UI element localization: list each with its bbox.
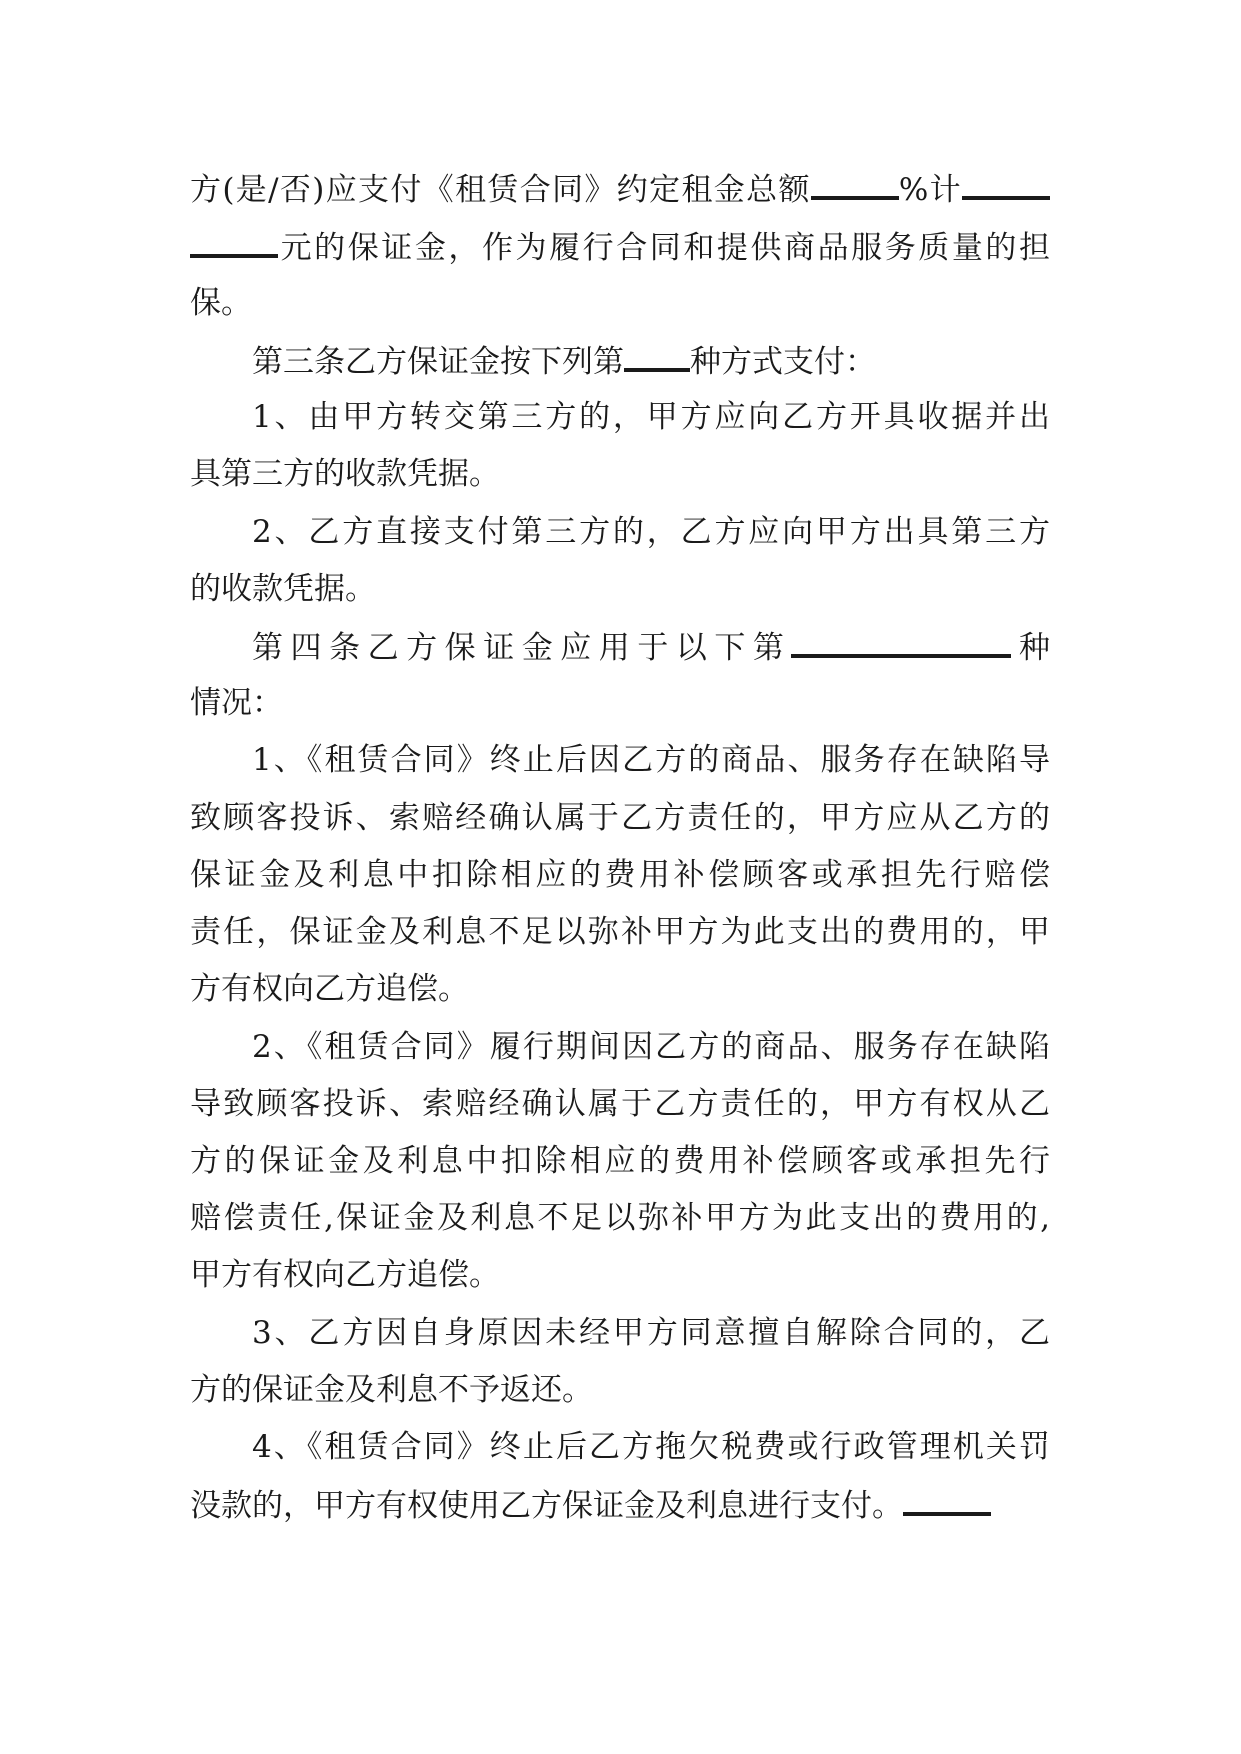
text-run: 甲方有权向乙方追偿。 <box>190 1257 500 1293</box>
fill-in-blank[interactable] <box>903 1484 991 1516</box>
fill-in-blank[interactable] <box>811 168 899 200</box>
text-line <box>190 454 1050 494</box>
text-line <box>252 340 1050 380</box>
text-line <box>190 168 1050 208</box>
text-run: %计 <box>898 172 962 208</box>
text-line <box>190 683 1050 723</box>
text-run: 第四条乙方保证金应用于以下第 <box>252 630 792 666</box>
text-run: 种方式支付： <box>690 344 876 380</box>
text-run: 方(是/否)应支付《租赁合同》约定租金总额 <box>190 172 811 208</box>
fill-in-blank[interactable] <box>791 626 1011 658</box>
text-run: 4、《租赁合同》终止后乙方拖欠税费或行政管理机关罚 <box>252 1429 1050 1465</box>
text-run: 3、乙方因自身原因未经甲方同意擅自解除合同的，乙 <box>252 1315 1050 1351</box>
text-run: 方的保证金及利息中扣除相应的费用补偿顾客或承担先行 <box>190 1143 1050 1179</box>
fill-in-blank[interactable] <box>962 168 1050 200</box>
text-run: 没款的，甲方有权使用乙方保证金及利息进行支付。 <box>190 1488 903 1524</box>
text-line <box>190 798 1050 838</box>
text-line <box>252 740 1050 780</box>
text-run: 方有权向乙方追偿。 <box>190 971 469 1007</box>
text-run: 致顾客投诉、索赔经确认属于乙方责任的，甲方应从乙方的 <box>190 800 1050 836</box>
fill-in-blank[interactable] <box>190 226 278 258</box>
text-run: 种 <box>1011 630 1050 666</box>
text-run: 责任，保证金及利息不足以弥补甲方为此支出的费用的，甲 <box>190 914 1050 950</box>
text-run: 方的保证金及利息不予返还。 <box>190 1372 593 1408</box>
text-line <box>252 1313 1050 1353</box>
text-run: 第三条乙方保证金按下列第 <box>252 344 624 380</box>
text-run: 2、乙方直接支付第三方的，乙方应向甲方出具第三方 <box>252 514 1050 550</box>
text-line <box>190 855 1050 895</box>
text-line <box>190 969 1050 1009</box>
text-line <box>190 1370 1050 1410</box>
text-run: 赔偿责任,保证金及利息不足以弥补甲方为此支出的费用的, <box>190 1200 1050 1236</box>
text-run: 导致顾客投诉、索赔经确认属于乙方责任的，甲方有权从乙 <box>190 1086 1050 1122</box>
text-run: 元的保证金，作为履行合同和提供商品服务质量的担 <box>278 230 1050 266</box>
text-line <box>190 569 1050 609</box>
text-line <box>190 1484 1050 1524</box>
text-line <box>252 397 1050 437</box>
text-run: 保。 <box>190 285 252 321</box>
text-line <box>252 512 1050 552</box>
text-line <box>190 283 1050 323</box>
text-run: 情况： <box>190 685 283 721</box>
text-line <box>252 1027 1050 1067</box>
text-run: 具第三方的收款凭据。 <box>190 456 500 492</box>
text-line <box>190 912 1050 952</box>
text-run: 2、《租赁合同》履行期间因乙方的商品、服务存在缺陷 <box>252 1029 1050 1065</box>
text-run: 1、《租赁合同》终止后因乙方的商品、服务存在缺陷导 <box>252 742 1050 778</box>
text-line <box>190 1255 1050 1295</box>
text-line <box>252 626 1050 666</box>
fill-in-blank[interactable] <box>624 340 690 372</box>
text-line <box>190 1084 1050 1124</box>
text-run: 的收款凭据。 <box>190 571 376 607</box>
text-run: 1、由甲方转交第三方的，甲方应向乙方开具收据并出 <box>252 399 1050 435</box>
text-line <box>252 1427 1050 1467</box>
text-run: 保证金及利息中扣除相应的费用补偿顾客或承担先行赔偿 <box>190 857 1050 893</box>
text-line <box>190 1198 1050 1238</box>
text-line <box>190 226 1050 266</box>
text-line <box>190 1141 1050 1181</box>
